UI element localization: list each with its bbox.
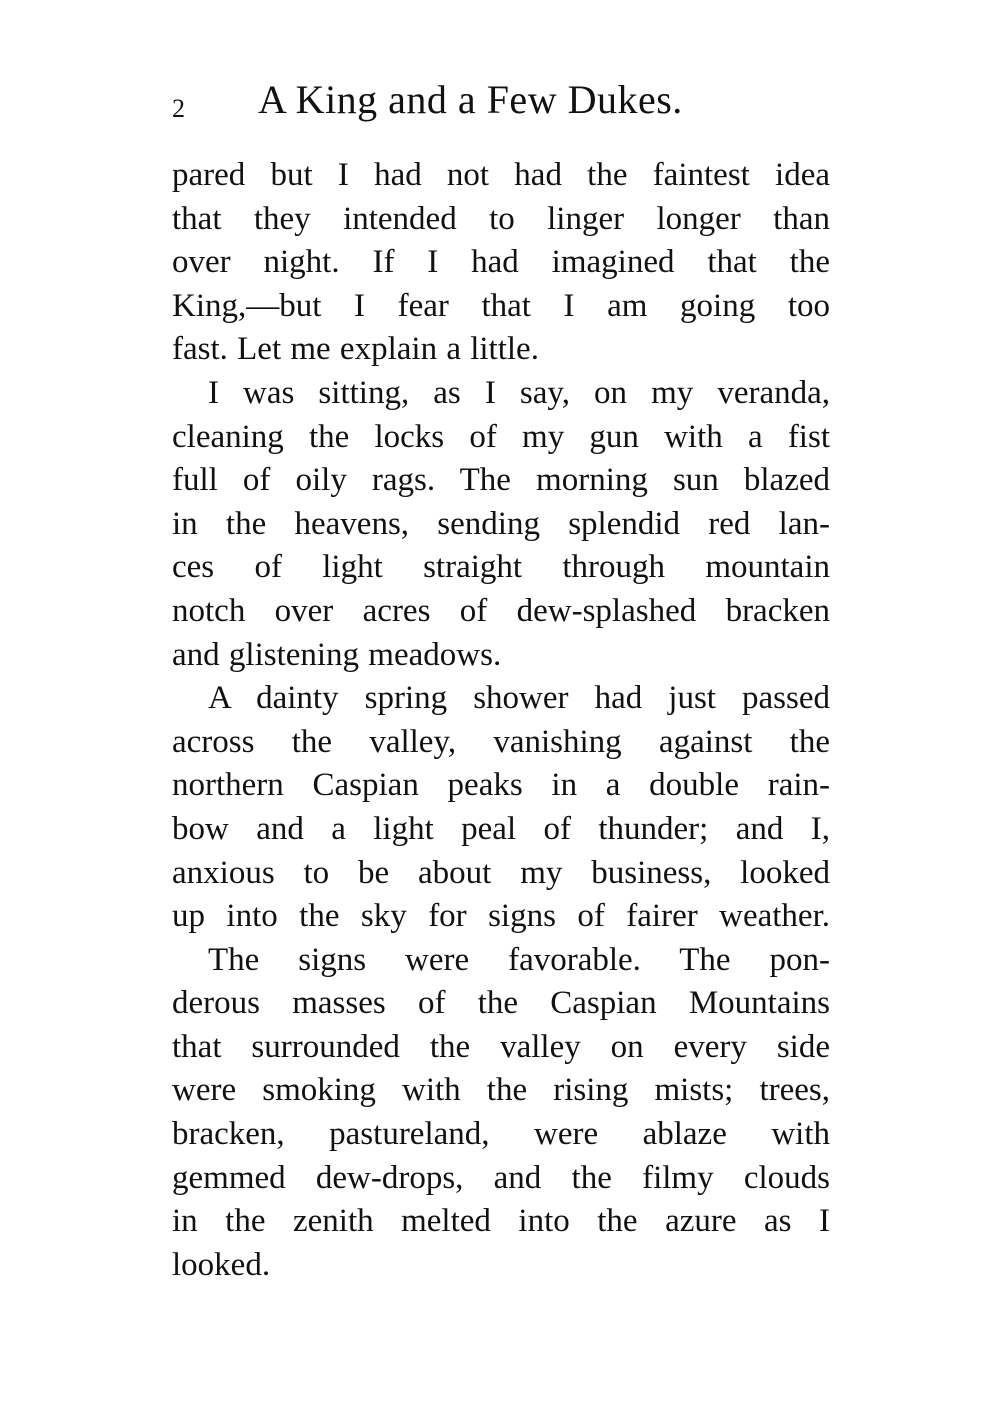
- paragraph-3: [172, 677, 830, 939]
- text-line: A dainty spring shower had just passed: [208, 680, 830, 717]
- text-line: and glistening meadows.: [172, 636, 502, 673]
- text-line: in the heavens, sending splendid red lan-: [172, 505, 830, 542]
- text-line: that surrounded the valley on every side: [172, 1028, 830, 1065]
- text-line: The signs were favorable. The pon-: [208, 941, 830, 978]
- page-number: 2: [172, 94, 185, 123]
- text-line: that they intended to linger longer than: [172, 200, 830, 237]
- text-line: King,—but I fear that I am going too: [172, 287, 830, 324]
- text-line: across the valley, vanishing against the: [172, 723, 830, 760]
- text-line: bow and a light peal of thunder; and I,: [172, 810, 830, 847]
- text-line: gemmed dew-drops, and the filmy clouds: [172, 1159, 830, 1196]
- text-line: pared but I had not had the faintest idea: [172, 157, 830, 193]
- running-title: A King and a Few Dukes.: [258, 77, 683, 122]
- paragraph-4: [172, 939, 830, 1288]
- text-line: looked.: [172, 1246, 271, 1283]
- text-line: anxious to be about my business, looked: [172, 854, 830, 891]
- text-line: bracken, pastureland, were ablaze with: [172, 1116, 830, 1153]
- text-line: derous masses of the Caspian Mountains: [172, 985, 830, 1022]
- text-line: up into the sky for signs of fairer weather.: [172, 898, 830, 935]
- paragraph-1: [172, 154, 830, 372]
- text-line: full of oily rags. The morning sun blazed: [172, 462, 830, 499]
- paragraph-2: [172, 372, 830, 677]
- text-line: ces of light straight through mountain: [172, 549, 830, 586]
- text-line: northern Caspian peaks in a double rain-: [172, 767, 830, 804]
- text-line: over night. If I had imagined that the: [172, 244, 830, 281]
- text-line: fast. Let me explain a little.: [172, 331, 539, 368]
- running-head: [172, 74, 832, 134]
- body-text: [172, 154, 830, 1287]
- text-line: cleaning the locks of my gun with a fist: [172, 418, 830, 455]
- text-line: notch over acres of dew-splashed bracken: [172, 592, 830, 629]
- text-line: were smoking with the rising mists; trees,: [172, 1072, 830, 1109]
- text-line: I was sitting, as I say, on my veranda,: [208, 374, 830, 411]
- text-line: in the zenith melted into the azure as I: [172, 1203, 830, 1240]
